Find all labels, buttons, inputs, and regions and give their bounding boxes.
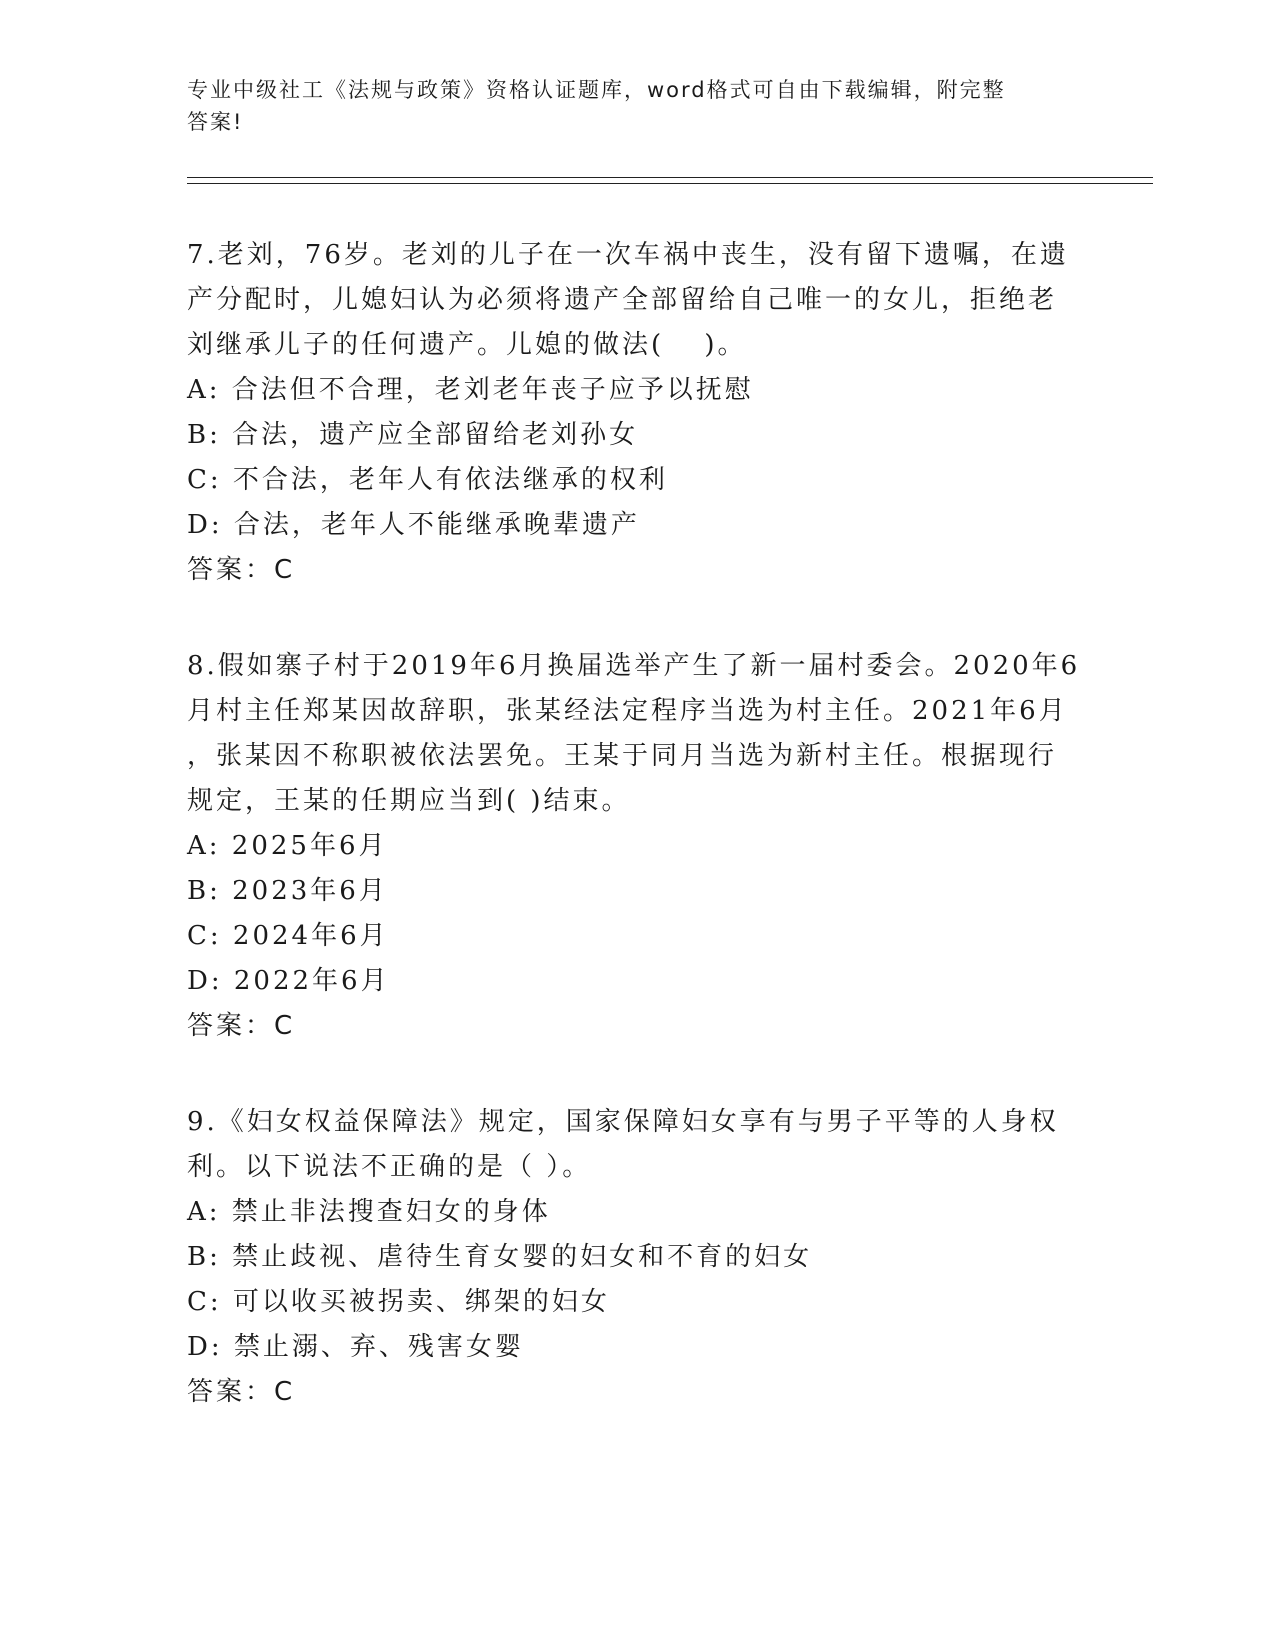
question-stem-line: 规定，王某的任期应当到( )结束。 [187, 786, 631, 816]
question-stem-line: 产分配时，儿媳妇认为必须将遗产全部留给自己唯一的女儿，拒绝老 [187, 285, 1058, 315]
option-a: A: 禁止非法搜查妇女的身体 [187, 1197, 551, 1227]
question-stem-line: 9.《妇女权益保障法》规定，国家保障妇女享有与男子平等的人身权 [187, 1107, 1059, 1137]
header-line-1: 专业中级社工《法规与政策》资格认证题库，word格式可自由下载编辑，附完整 [187, 78, 1006, 102]
option-b: B: 2023年6月 [187, 876, 388, 906]
question-stem-line: 利。以下说法不正确的是（ ）。 [187, 1152, 592, 1182]
answer: 答案：C [187, 1011, 296, 1041]
option-b: B: 合法，遗产应全部留给老刘孙女 [187, 420, 639, 450]
answer: 答案：C [187, 555, 296, 585]
option-d: D: 合法，老年人不能继承晚辈遗产 [187, 510, 640, 540]
question-9 [187, 1100, 1087, 1415]
option-b: B: 禁止歧视、虐待生育女婴的妇女和不育的妇女 [187, 1242, 813, 1272]
question-stem-line: ，张某因不称职被依法罢免。王某于同月当选为新村主任。根据现行 [187, 741, 1058, 771]
option-d: D: 2022年6月 [187, 966, 390, 996]
answer: 答案：C [187, 1377, 296, 1407]
question-stem-line: 7.老刘，76岁。老刘的儿子在一次车祸中丧生，没有留下遗嘱，在遗 [187, 240, 1069, 270]
question-stem-line: 8.假如寨子村于2019年6月换届选举产生了新一届村委会。2020年6 [187, 651, 1081, 681]
question-stem-line: 刘继承儿子的任何遗产。儿媳的做法( )。 [187, 330, 747, 360]
option-c: C: 2024年6月 [187, 921, 389, 951]
option-d: D: 禁止溺、弃、残害女婴 [187, 1332, 524, 1362]
question-7 [187, 233, 1087, 593]
header-divider-bottom [187, 183, 1153, 184]
option-c: C: 不合法，老年人有依法继承的权利 [187, 465, 668, 495]
header-divider-top [187, 177, 1153, 178]
option-a: A: 2025年6月 [187, 831, 388, 861]
option-c: C: 可以收买被拐卖、绑架的妇女 [187, 1287, 610, 1317]
question-8 [187, 644, 1087, 1049]
question-stem-line: 月村主任郑某因故辞职，张某经法定程序当选为村主任。2021年6月 [187, 696, 1068, 726]
header-line-2: 答案! [187, 110, 244, 134]
document-header [187, 74, 1067, 138]
option-a: A: 合法但不合理，老刘老年丧子应予以抚慰 [187, 375, 754, 405]
